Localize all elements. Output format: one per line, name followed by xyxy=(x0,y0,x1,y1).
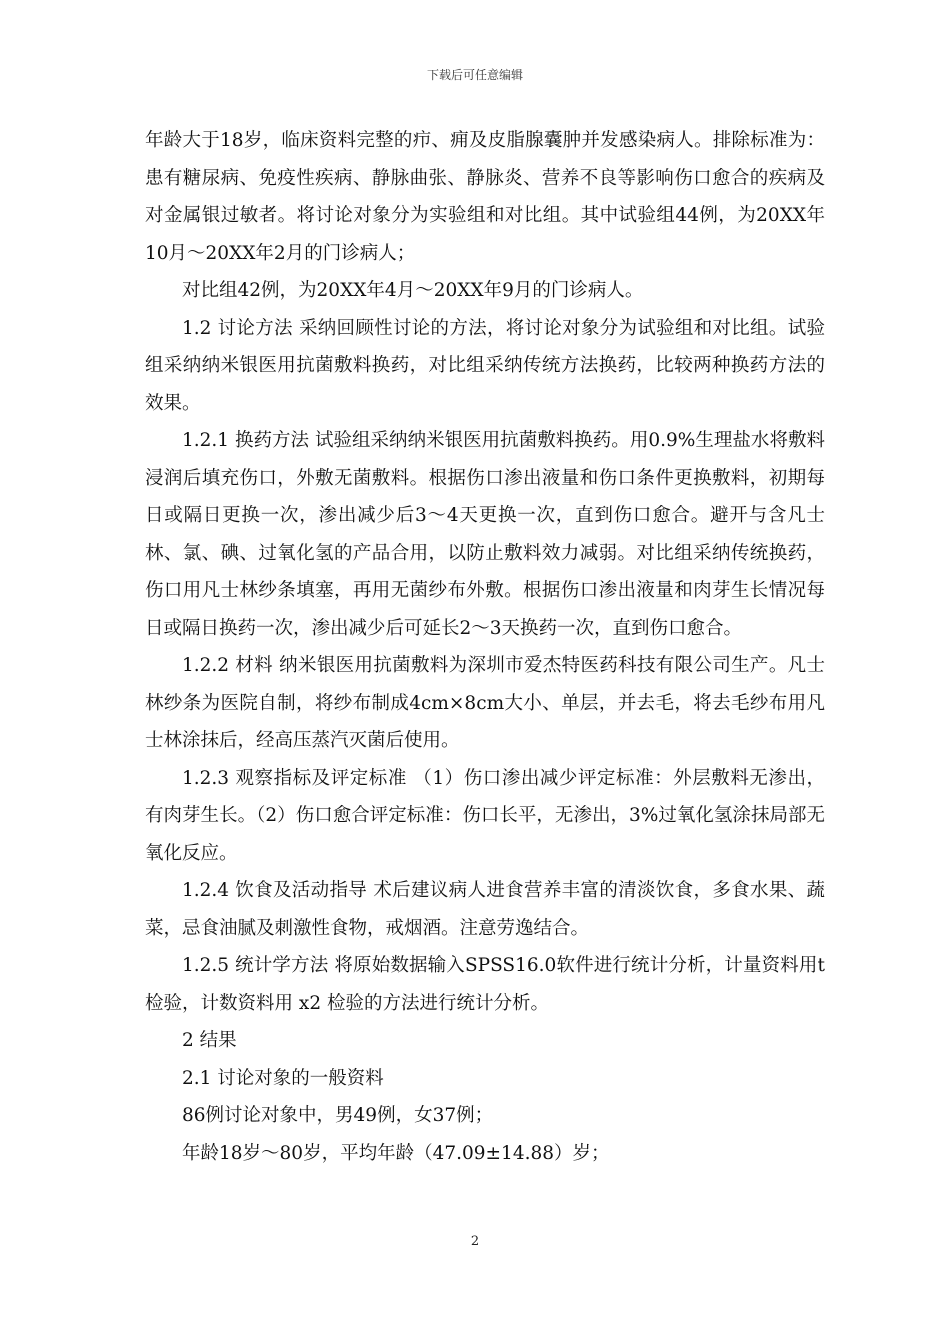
heading-section-2-1: 2.1 讨论对象的一般资料 xyxy=(182,1067,384,1089)
page-number: 2 xyxy=(470,1234,480,1249)
paragraph-section-1-2-5: 1.2.5 统计学方法 将原始数据输入SPSS16.0软件进行统计分析，计量资料用t检验，计数资料用 x2 检验的方法进行统计分析。 xyxy=(145,955,825,1014)
document-body xyxy=(145,122,825,1172)
paragraph-inclusion-criteria: 年龄大于18岁，临床资料完整的疖、痈及皮脂腺囊肿并发感染病人。排除标准为：患有糖尿病、免疫性疾病、静脉曲张、静脉炎、营养不良等影响伤口愈合的疾病及对金属银过敏者。将讨论对象分为实验组和对比组。其中试验组44例，为20XX年10月～20XX年2月的门诊病人； xyxy=(145,130,825,264)
paragraph-sex-distribution: 86例讨论对象中，男49例，女37例； xyxy=(182,1105,494,1126)
paragraph-section-1-2-1: 1.2.1 换药方法 试验组采纳纳米银医用抗菌敷料换药。用0.9%生理盐水将敷料浸润后填充伤口，外敷无菌敷料。根据伤口渗出液量和伤口条件更换敷料，初期每日或隔日更换一次，渗出减少后3～4天更换一次，直到伤口愈合。避开与含凡士林、氯、碘、过氧化氢的产品合用，以防止敷料效力减弱。对比组采纳传统换药，伤口用凡士林纱条填塞，再用无菌纱布外敷。根据伤口渗出液量和肉芽生长情况每日或隔日换药一次，渗出减少后可延长2～3天换药一次，直到伤口愈合。 xyxy=(145,430,825,639)
paragraph-section-1-2: 1.2 讨论方法 采纳回顾性讨论的方法，将讨论对象分为试验组和对比组。试验组采纳纳米银医用抗菌敷料换药，对比组采纳传统方法换药，比较两种换药方法的效果。 xyxy=(145,317,825,414)
paragraph-section-1-2-3: 1.2.3 观察指标及评定标准 （1）伤口渗出减少评定标准：外层敷料无渗出，有肉芽生长。（2）伤口愈合评定标准：伤口长平，无渗出，3%过氧化氢涂抹局部无氧化反应。 xyxy=(145,767,825,864)
paragraph-control-group: 对比组42例，为20XX年4月～20XX年9月的门诊病人。 xyxy=(182,280,644,301)
page-header: 下载后可任意编辑 xyxy=(426,68,523,82)
paragraph-section-1-2-4: 1.2.4 饮食及活动指导 术后建议病人进食营养丰富的清淡饮食，多食水果、蔬菜，忌食油腻及刺激性食物，戒烟酒。注意劳逸结合。 xyxy=(145,880,825,939)
heading-results: 2 结果 xyxy=(182,1030,237,1051)
paragraph-section-1-2-2: 1.2.2 材料 纳米银医用抗菌敷料为深圳市爱杰特医药科技有限公司生产。凡士林纱条为医院自制，将纱布制成4cm×8cm大小、单层，并去毛，将去毛纱布用凡士林涂抹后，经高压蒸汽灭菌后使用。 xyxy=(145,655,825,751)
paragraph-age-distribution: 年龄18岁～80岁，平均年龄（47.09±14.88）岁； xyxy=(182,1142,610,1164)
